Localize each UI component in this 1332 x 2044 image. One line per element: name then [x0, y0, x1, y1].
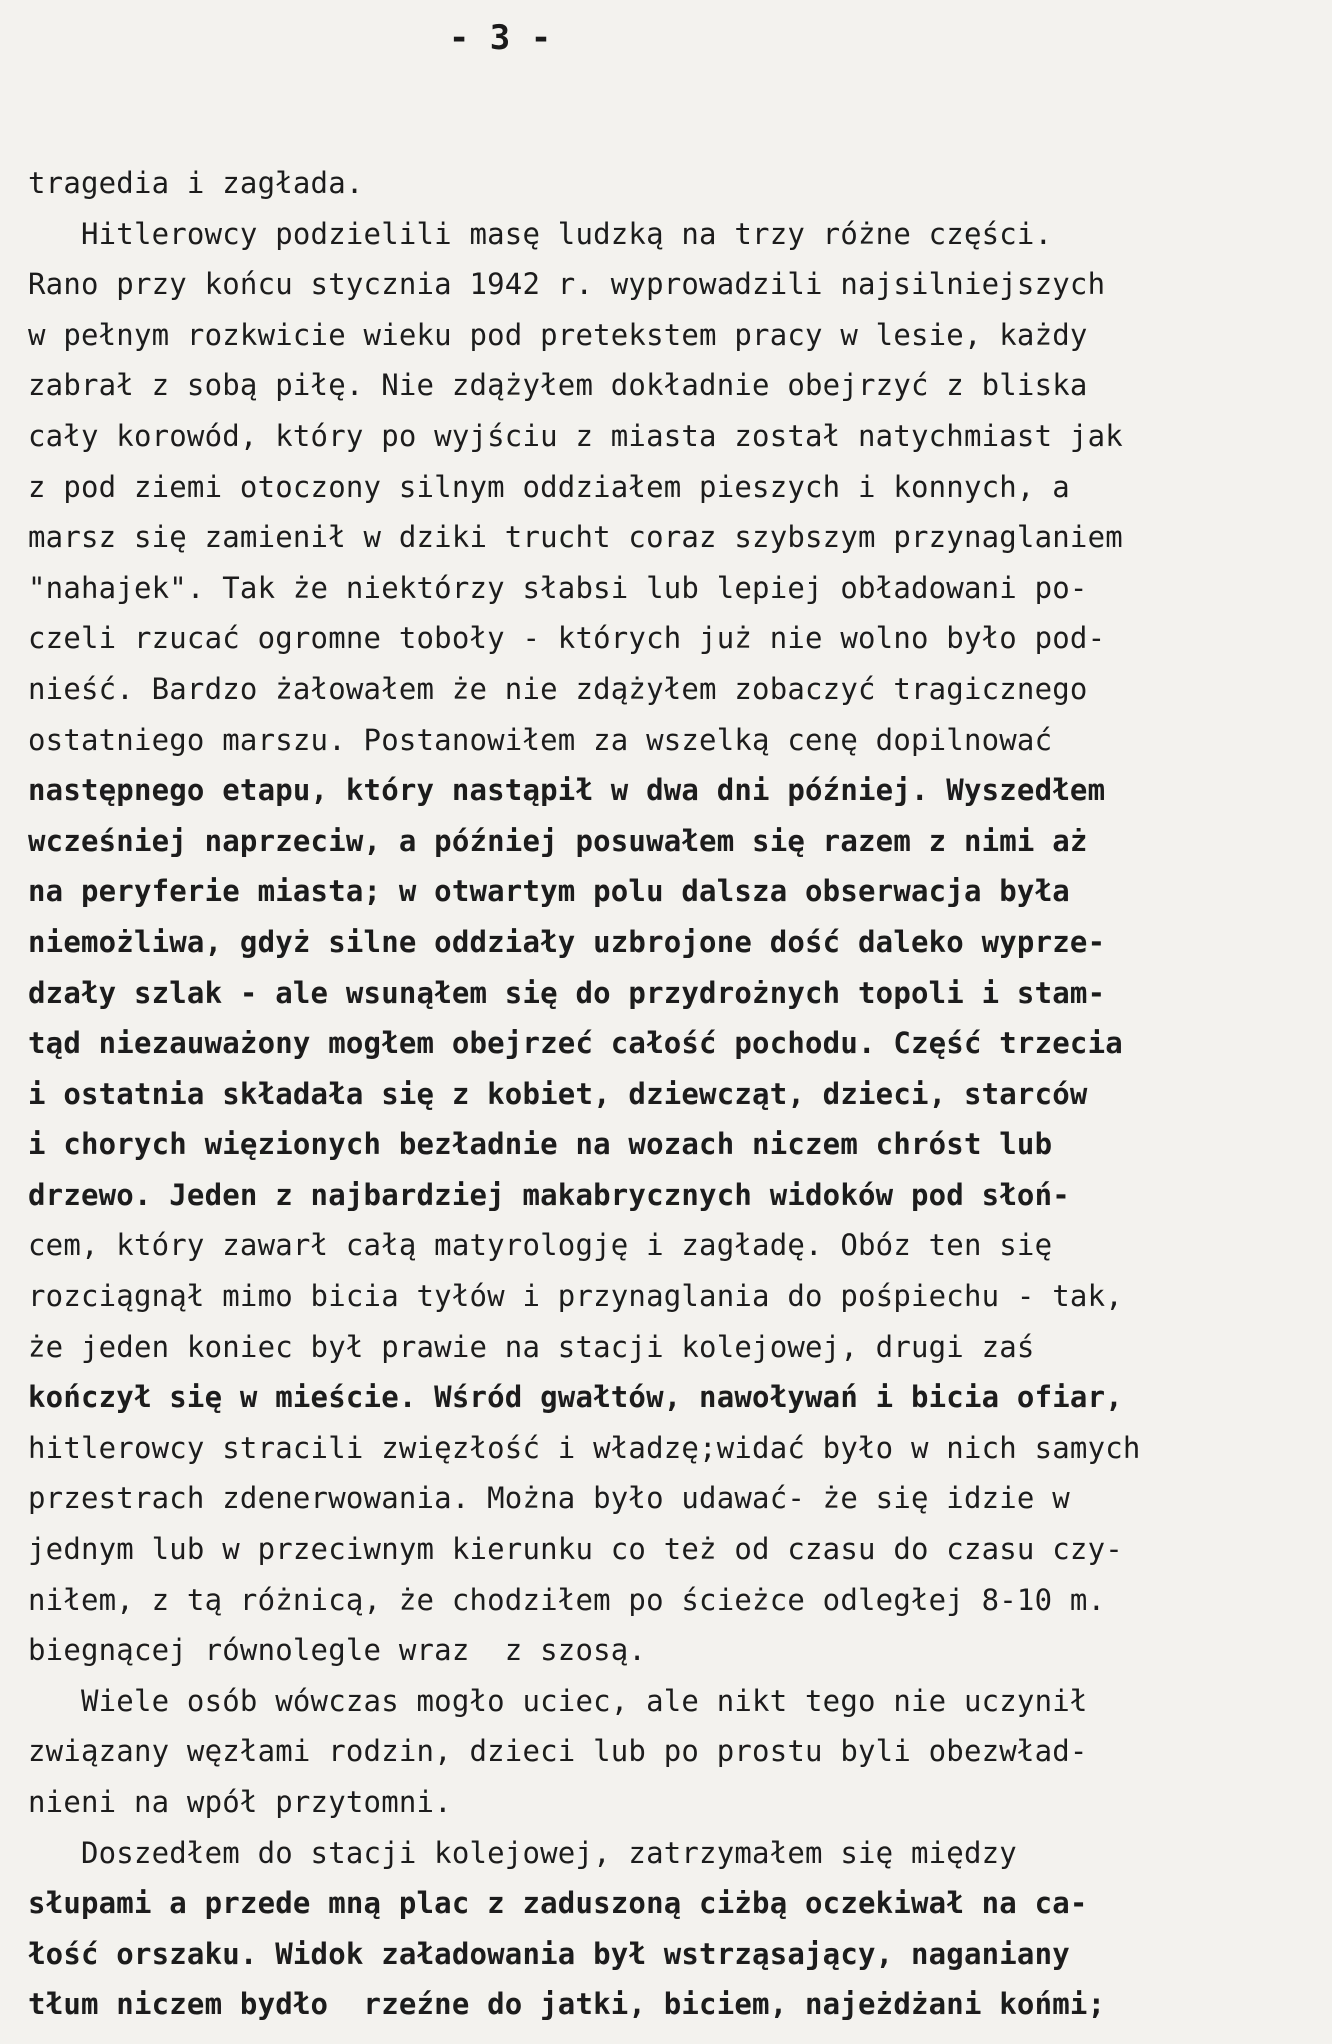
text-line: Doszedłem do stacji kolejowej, zatrzymałem się między	[28, 1835, 1017, 1870]
text-line: cały korowód, który po wyjściu z miasta został natychmiast jak	[28, 418, 1123, 453]
text-line: czeli rzucać ogromne tobołу - których już nie wolno było pod-	[28, 621, 1106, 656]
text-line: marsz się zamienił w dziki trucht coraz szybszym przynaglaniem	[28, 520, 1123, 555]
text-line: niemożliwa, gdyż silne oddziały uzbrojone dość daleko wyprze-	[28, 924, 1106, 959]
text-line: w pełnym rozkwicie wieku pod pretekstem pracy w lesie, każdy	[28, 317, 1088, 352]
text-line: nieść. Bardzo żałowałem że nie zdążyłem zobaczyć tragicznego	[28, 671, 1088, 706]
text-line: przestrach zdenerwowania. Można było udawać- że się idzie w	[28, 1481, 1070, 1516]
text-line: tąd niezauważony mogłem obejrzeć całość pochodu. Część trzecia	[28, 1026, 1123, 1061]
document-body	[28, 158, 1318, 2030]
text-line: z pod ziemi otoczony silnym oddziałem pieszych i konnych, a	[28, 469, 1070, 504]
text-line: i chorych więzionych bezładnie na wozach niczem chróst lub	[28, 1127, 1053, 1162]
text-line: cem, który zawarł całą matyrologję i zagładę. Obóz ten się	[28, 1228, 1053, 1263]
text-line: i ostatnia składała się z kobiet, dziewcząt, dzieci, starców	[28, 1076, 1088, 1111]
text-line: ostatniego marszu. Postanowiłem za wszelką cenę dopilnować	[28, 722, 1053, 757]
text-line: niłem, z tą różnicą, że chodziłem po ścieżce odległej 8-10 m.	[28, 1582, 1106, 1617]
text-line: kończył się w mieście. Wśród gwałtów, nawoływań i bicia ofiar,	[28, 1380, 1123, 1415]
text-line: słupami a przede mną plac z zaduszoną ciżbą oczekiwał na ca-	[28, 1886, 1088, 1921]
text-line: Wiele osób wówczas mogło uciec, ale nikt tego nie uczynił	[28, 1683, 1088, 1718]
text-line: "nahajek". Tak że niektórzy słabsi lub lepiej obładowani po-	[28, 570, 1088, 605]
text-line: zabrał z sobą piłę. Nie zdążyłem dokładnie obejrzyć z bliska	[28, 368, 1088, 403]
text-line: hitlerowcy stracili zwięzłość i władzę;widać było w nich samych	[28, 1430, 1141, 1465]
text-line: Rano przy końcu stycznia 1942 r. wyprowadzili najsilniejszych	[28, 267, 1106, 302]
text-line: następnego etapu, który nastąpił w dwa dni później. Wyszedłem	[28, 773, 1106, 808]
text-line: biegnącej równolegle wraz z szosą.	[28, 1633, 647, 1668]
text-line: drzewo. Jeden z najbardziej makabrycznych widoków pod słoń-	[28, 1177, 1070, 1212]
text-line: rozciągnął mimo bicia tyłów i przynaglania do pośpiechu - tak,	[28, 1279, 1123, 1314]
text-line: jednym lub w przeciwnym kierunku co też od czasu do czasu czy-	[28, 1532, 1123, 1567]
text-line: dzały szlak - ale wsunąłem się do przydrożnych topoli i stam-	[28, 975, 1106, 1010]
text-line: tłum niczem bydło rzeźne do jatki, biciem, najeżdżani końmi;	[28, 1987, 1106, 2022]
text-line: związany węzłami rodzin, dzieci lub po prostu byli obezwład-	[28, 1734, 1088, 1769]
text-line: tragedia i zagłada.	[28, 166, 364, 200]
text-line: że jeden koniec był prawie na stacji kolejowej, drugi zaś	[28, 1329, 1035, 1364]
text-line: Hitlerowcy podzielili masę ludzką na trzy różne części.	[28, 216, 1053, 251]
text-line: wcześniej naprzeciw, a później posuwałem się razem z nimi aż	[28, 823, 1088, 858]
text-line: na peryferie miasta; w otwartym polu dalsza obserwacja była	[28, 874, 1070, 909]
text-line: nieni na wpół przytomni.	[28, 1785, 452, 1819]
page-number: - 3 -	[448, 18, 552, 58]
text-line: łość orszaku. Widok załadowania był wstrząsający, naganiany	[28, 1936, 1070, 1971]
